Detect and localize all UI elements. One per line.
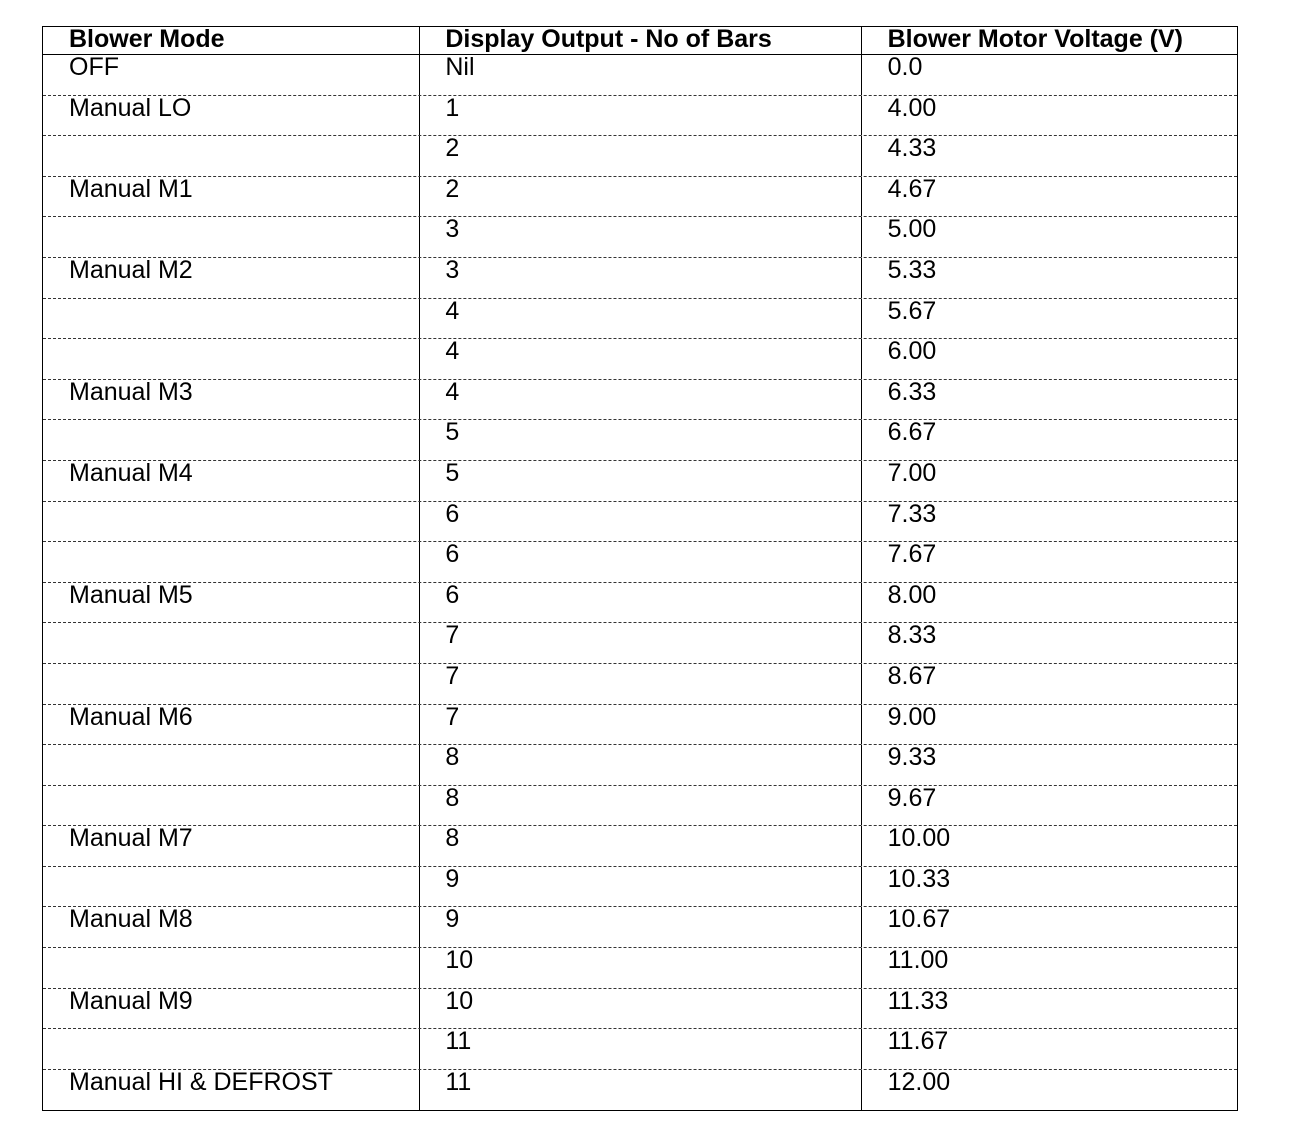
bars-cell: 7 xyxy=(420,705,861,745)
voltage-cell: 6.00 xyxy=(887,339,937,366)
voltage-cell: 4.00 xyxy=(887,95,937,122)
blower-mode-cell xyxy=(43,502,420,542)
voltage-cell: 7.00 xyxy=(887,460,937,487)
bars-cell: 9 xyxy=(420,867,861,907)
table-row xyxy=(43,907,1237,948)
bars-cell: 9 xyxy=(420,907,861,947)
voltage-cell: 11.33 xyxy=(887,988,949,1015)
table-row xyxy=(43,380,1237,421)
table-row xyxy=(43,502,1237,543)
voltage-cell: 10.67 xyxy=(887,907,951,934)
blower-mode-cell xyxy=(43,299,420,339)
blower-mode-cell xyxy=(43,339,420,379)
table-header-row xyxy=(43,27,1237,55)
voltage-cell: 5.67 xyxy=(887,298,937,325)
table-row xyxy=(43,948,1237,989)
blower-mode-cell xyxy=(43,867,420,907)
voltage-cell: 8.00 xyxy=(887,582,937,609)
voltage-cell: 10.33 xyxy=(887,866,951,893)
table-row xyxy=(43,339,1237,380)
bars-cell: 5 xyxy=(420,420,861,460)
bars-cell: 1 xyxy=(420,96,861,136)
bars-cell: 8 xyxy=(420,786,861,826)
table-row xyxy=(43,1029,1237,1070)
voltage-cell: 8.33 xyxy=(887,623,937,650)
blower-mode-cell xyxy=(43,542,420,582)
bars-cell: 10 xyxy=(420,989,861,1029)
table-row xyxy=(43,461,1237,502)
table-row xyxy=(43,786,1237,827)
table-row xyxy=(43,420,1237,461)
bars-cell: 7 xyxy=(420,623,861,663)
voltage-cell: 5.00 xyxy=(887,217,937,244)
bars-cell: 10 xyxy=(420,948,861,988)
blower-mode-cell: Manual M4 xyxy=(43,461,420,501)
table-row xyxy=(43,664,1237,705)
header-blower-mode: Blower Mode xyxy=(43,27,420,54)
blower-voltage-table xyxy=(42,26,1238,1111)
bars-cell: 4 xyxy=(420,339,861,379)
blower-mode-cell xyxy=(43,745,420,785)
table-row xyxy=(43,989,1237,1030)
table-row xyxy=(43,623,1237,664)
table-row xyxy=(43,177,1237,218)
bars-cell: 4 xyxy=(420,299,861,339)
voltage-cell: 11.00 xyxy=(887,948,949,975)
blower-mode-cell: Manual M7 xyxy=(43,826,420,866)
blower-mode-cell: OFF xyxy=(43,55,420,95)
bars-cell: 11 xyxy=(420,1070,861,1111)
blower-mode-cell: Manual M8 xyxy=(43,907,420,947)
table-row xyxy=(43,1070,1237,1111)
blower-mode-cell xyxy=(43,623,420,663)
voltage-cell: 10.00 xyxy=(887,826,951,853)
bars-cell: 6 xyxy=(420,583,861,623)
blower-mode-cell xyxy=(43,136,420,176)
blower-mode-cell xyxy=(43,948,420,988)
bars-cell: 6 xyxy=(420,502,861,542)
blower-mode-cell xyxy=(43,1029,420,1069)
table-body xyxy=(43,55,1237,1110)
table-row xyxy=(43,542,1237,583)
table-row xyxy=(43,136,1237,177)
voltage-cell: 7.33 xyxy=(887,501,937,528)
table-row xyxy=(43,867,1237,908)
blower-mode-cell: Manual LO xyxy=(43,96,420,136)
table-row xyxy=(43,826,1237,867)
table-row xyxy=(43,583,1237,624)
voltage-cell: 5.33 xyxy=(887,257,937,284)
blower-mode-cell: Manual M3 xyxy=(43,380,420,420)
blower-mode-cell xyxy=(43,664,420,704)
header-motor-voltage: Blower Motor Voltage (V) xyxy=(887,27,1183,53)
blower-mode-cell: Manual M5 xyxy=(43,583,420,623)
table-row xyxy=(43,96,1237,137)
blower-mode-cell: Manual M6 xyxy=(43,705,420,745)
table-row xyxy=(43,258,1237,299)
table-row xyxy=(43,217,1237,258)
bars-cell: 2 xyxy=(420,177,861,217)
voltage-cell: 4.67 xyxy=(887,176,937,203)
blower-mode-cell: Manual M1 xyxy=(43,177,420,217)
table-row xyxy=(43,705,1237,746)
table-row xyxy=(43,55,1237,96)
bars-cell: 6 xyxy=(420,542,861,582)
bars-cell: 5 xyxy=(420,461,861,501)
voltage-cell: 9.33 xyxy=(887,745,937,772)
bars-cell: 8 xyxy=(420,826,861,866)
blower-mode-cell: Manual HI & DEFROST xyxy=(43,1070,420,1111)
bars-cell: 3 xyxy=(420,217,861,257)
voltage-cell: 11.67 xyxy=(887,1029,949,1056)
voltage-cell: 12.00 xyxy=(887,1069,951,1096)
voltage-cell: 6.67 xyxy=(887,420,937,447)
blower-mode-cell xyxy=(43,786,420,826)
blower-mode-cell: Manual M2 xyxy=(43,258,420,298)
bars-cell: 11 xyxy=(420,1029,861,1069)
bars-cell: 7 xyxy=(420,664,861,704)
table-row xyxy=(43,745,1237,786)
voltage-cell: 0.0 xyxy=(887,55,923,81)
table-row xyxy=(43,299,1237,340)
bars-cell: 4 xyxy=(420,380,861,420)
blower-mode-cell xyxy=(43,217,420,257)
bars-cell: 2 xyxy=(420,136,861,176)
voltage-cell: 8.67 xyxy=(887,663,937,690)
voltage-cell: 9.67 xyxy=(887,785,937,812)
bars-cell: 3 xyxy=(420,258,861,298)
voltage-cell: 9.00 xyxy=(887,704,937,731)
voltage-cell: 4.33 xyxy=(887,136,937,163)
blower-mode-cell xyxy=(43,420,420,460)
header-display-output: Display Output - No of Bars xyxy=(420,27,861,54)
bars-cell: Nil xyxy=(420,55,861,95)
voltage-cell: 7.67 xyxy=(887,542,937,569)
bars-cell: 8 xyxy=(420,745,861,785)
voltage-cell: 6.33 xyxy=(887,379,937,406)
blower-mode-cell: Manual M9 xyxy=(43,989,420,1029)
